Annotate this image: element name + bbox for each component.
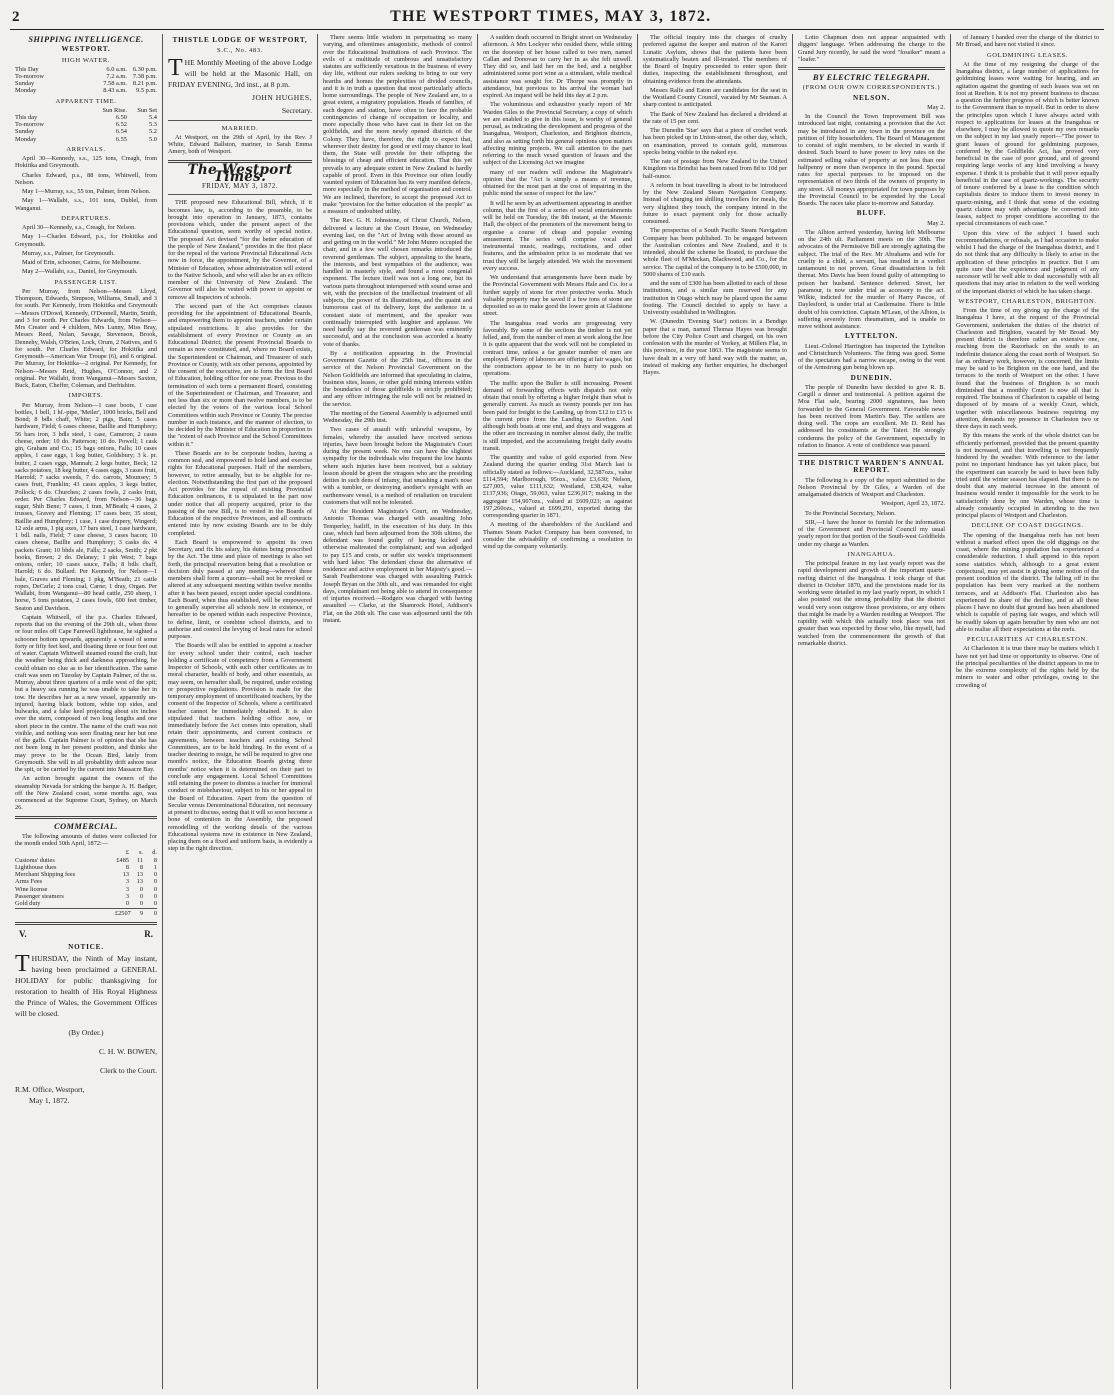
report-heading: THE DISTRICT WARDEN'S ANNUAL REPORT. xyxy=(798,459,945,475)
tide-am: 8.43 a.m. xyxy=(103,87,127,95)
tide-pm: 9.5 p.m. xyxy=(136,87,157,95)
col5-p6: The quantity and value of gold exported from New Zealand during the quarter ending 31st March last is officially stated as follows:—Auckland, 32,587ozs., value £114,594; Marlborough, 95ozs., value £3,630; Nelson, £27,005, value £111,632; Westland, £38,424, value £137,936; Otago, 59,063, value £236,917; making in the aggregate 154,907ozs., valued at £609,023; as against 197,260ozs., valued at £699,291, exported during the corresponding quarter in 1871. xyxy=(483,454,632,519)
column-6 xyxy=(793,34,951,1389)
duty-shillings: 0 xyxy=(139,892,143,900)
column-5 xyxy=(638,34,793,1389)
sun-table xyxy=(15,107,157,143)
duty-label: Wine license xyxy=(15,885,48,893)
col4-p3: By a notification appearing in the Provincial Government Gazette of the 25th inst., officers in the service of the Nelson Provincial Government on the Nelson Goldfields are informed that speculating in claims, business sites, leases, or other gold mining interests within the boundaries of those goldfields is strictly prohibited; and any officer infringing the rule will not be retained in the service. xyxy=(323,349,472,408)
arrivals-list xyxy=(15,155,157,212)
col5-p13: A reform in boat travelling is about to be introduced by the New Zealand Steam Navigation Company. Instead of charging ten shilling travellers for meals, the very slightest they touch, the company intend in the future to exact payment only for those actually consumed. xyxy=(643,181,787,225)
duty-pounds: 8 xyxy=(125,863,129,871)
col6-p1: and the sum of £300 has been allotted to each of those institutions, and a similar sum reserved for any institution in Otago which may be placed upon the same footing. The Council decided to apply to have a University established in Wellington. xyxy=(643,280,787,316)
own-correspondents: (FROM OUR OWN CORRESPONDENTS.) xyxy=(802,84,941,92)
sun-rise: 6.54 xyxy=(115,128,127,136)
col4-p2: The Rev. G. H. Johnstone, of Christ Church, Nelson, delivered a lecture at the Court House, on Wednesday evening last, on the "Art of living with those around us and getting on in the world." Mr John Munro occupied the chair, and in a few well chosen remarks introduced the reverend gentleman. The subject, appealing to the hearts, the interests, and best sympathies of the audience, was handled in masterly style, and found a most congenial exponent. The lecture itself was not a long one, but its various parts throughout interspersed with sound sense and wit, with the precision of the intellectual treatment of all subjects, the power of its illustrations, and the quaint and humorous cast of its delivery, kept the audience in a constant state of merriment, and the speaker was continually interrupted with laughter and applause. We need hardly say the reverend gentleman was eminently successful, and at the conclusion was accorded a hearty vote of thanks. xyxy=(323,217,472,348)
sun-day: This day xyxy=(15,114,38,122)
passenger-list: Per Murray, from Nelson—Messes Lloyd, Thompson, Edwards, Simpson, Williams, Small, and 3 for south. Per Kennedy, from Hokitika and Greymouth—Messrs O'Dowd, Kennedy, O'Donnell, Martin, Smith, and 3 for north. Per Charles Edwards, from Nelson—Mrs Creater and 4 children, Mrs Lunny, Miss Bray, Messrs Reed, Nolan, Savage, Stevenson, Brook, Dennehy, Walsh, O'Brien, Lock, Orum, 2 Natives, and 6 for south. Per Charles Edward, for Hokitika and Greymouth—American War Troupe (6), and 6 original. Per Murray, for Hokitika—2 original. Per Kennedy, for Nelson—Messrs Reid, Hughes, O'Connor, and 2 original. Per Wallabi, from Wanganui—Messrs Saxton, Buck, Eaton, Cheffer, Coleman, and Derbishire. xyxy=(15,287,157,390)
imports-label: IMPORTS. xyxy=(68,392,104,400)
col5-p10: The Bank of New Zealand has declared a dividend at the rate of 15 per cent. xyxy=(643,110,787,125)
lyttelton-text: Lieut.-Colonel Harrington has inspected the Lyttelton and Christchurch Volunteers. The firing was good. Some of the spectators had a narrow escape, owing to the vent of the Armstrong gun being blown up. xyxy=(798,342,945,372)
col7-p3: Upon this view of the subject I based such recommendations, or refusals, as I had occasion to make whilst I had the charge of the Inangahua district, and I do not think that any difficulty is likely to arise in the application of these principles in practice. But I am quite sure that the experience and judgment of any successor will be well able to deal successfully with all questions that may arise in relation to the well working of the important district of which he has taken charge. xyxy=(956,229,1099,295)
sun-rise: 6.52 xyxy=(115,121,127,129)
total-shillings: 9 xyxy=(139,910,143,918)
lodge-initial: T xyxy=(168,54,183,81)
duty-pounds: £485 xyxy=(116,856,129,864)
col5-p2: It will be seen by an advertisement appearing in another column, that the first of a series of social entertainments will be held on Tuesday, the 8th instant, at the Masonic Hall, the object of the promoters of the movement being to organise a course of cheap and popular evening amusement. The series will comprise vocal and instrumental music, readings, recitations, and other features, and the admission price is so moderate that we trust they will be largely attended. We wish the movement every success. xyxy=(483,199,632,272)
sun-rise: 6.50 xyxy=(115,114,127,122)
report-date: Westport, April 23, 1872. xyxy=(881,500,945,508)
high-water-label: HIGH WATER. xyxy=(61,56,111,64)
col5-p11: The Dunedin 'Star' says that a piece of crochet work has been picked up in Union-street, the other day, which, on examination, proved to contain gold, numerous specks being visible to the naked eye. xyxy=(643,127,787,156)
departure-entry: May 2—Wallabi, s.s., Daniel, for Greymouth. xyxy=(22,268,138,276)
col5-p1: many of our readers will endorse the Magistrate's opinion that the "Act is simply a means of revenue, obtained for the most part at the cost of impairing in the public mind the sense of respect for the law." xyxy=(483,168,632,198)
high-water-table xyxy=(15,66,157,95)
arrival-entry: May 1—Wallabi, s.s., 101 tons, Dublel, from Wanganui. xyxy=(15,197,157,212)
duty-shillings: 0 xyxy=(139,900,143,908)
notice-signer: C. H. W. BOWEN, xyxy=(98,1047,157,1057)
holiday-notice xyxy=(15,953,157,1106)
notice-date: May 1, 1872. xyxy=(29,1096,70,1106)
high-water-row xyxy=(15,73,157,80)
arrivals-label: ARRIVALS. xyxy=(66,145,106,153)
tide-day: Monday xyxy=(15,87,37,95)
editorial-p1: THE proposed new Educational Bill, which, if it becomes law, is, according to the preamble, to be brought into operation in January, 1873, contains provisions which, under the present aspect of the Educational question, seem worthy of special notice. The proposed Act devised "for the better education of the people of New Zealand," provides in the first place for the repeal of the various Provincial Educational Acts now in force, the appointment, by the Governor, of a Minister of Education, whose administration will extend to the Native Schools, and who will also be an ex officio member of the University of New Zealand. The Governor will also be vested with power to appoint or remove all Inspectors of schools. xyxy=(168,199,312,301)
duty-label: Arms Fees xyxy=(15,878,43,886)
duty-pence: 0 xyxy=(153,871,157,879)
tide-am: 7.2 a.m. xyxy=(106,72,127,80)
duty-pence: 0 xyxy=(153,878,157,886)
notice-office: R.M. Office, Westport, xyxy=(15,1085,85,1095)
col5-p7: A meeting of the shareholders of the Auckland and Thames Steam Packet Company has been convened, to consider the advisability of confirming a resolution to wind up the company voluntarily. xyxy=(483,521,632,550)
total-pounds: £2507 xyxy=(115,910,131,918)
departure-entry: May 1—Charles Edward, p.s., for Hokitika and Greymouth. xyxy=(15,233,157,248)
col5-p4: The Inangahua road works are progressing very favorably. By some of the sections the timber is not yet felled, and, from the number of men at work along the line it is quite apparent that the work will not be completed in contract time, unless a far greater number of men are employed. Plenty of laborers are offering at fair wages, but the contractors appear to be in no hurry to push on operations. xyxy=(483,319,632,378)
column-4 xyxy=(478,34,638,1389)
duties-table xyxy=(15,849,157,917)
report-intro: The following is a copy of the report submitted to the Nelson Provincial by Dr Giles, a Warden of the amalgamated districts of Westport and Charleston. xyxy=(798,476,945,498)
lodge-notice xyxy=(168,54,312,116)
duty-pounds: 0 xyxy=(125,900,129,908)
gold-leases-heading: GOLDMINING LEASES. xyxy=(986,51,1069,59)
departure-entry: Murray, s.s., Palmer, for Greymouth. xyxy=(22,249,115,257)
duty-row xyxy=(15,893,157,900)
shipping-heading: SHIPPING INTELLIGENCE. xyxy=(28,35,144,44)
notice-royal-cipher xyxy=(19,928,153,939)
duty-label: Passenger steamers xyxy=(15,892,64,900)
report-to: To the Provincial Secretary, Nelson. xyxy=(805,509,896,517)
high-water-row xyxy=(15,87,157,94)
commercial-intro: The following amounts of duties were collected for the month ended 30th April, 1872:— xyxy=(15,832,157,848)
editorial-title: The Westport Times. xyxy=(187,161,293,185)
notice-by-order: (By Order.) xyxy=(68,1028,104,1038)
duty-pence: 0 xyxy=(153,900,157,908)
col5-p8: The official inquiry into the charges of cruelty preferred against the keeper and matron of the Karori Lunatic Asylum, shows that the patients have been systematically beaten and ill-treated. The members of the Board of Inquiry proceeded to enter upon their duties, inspecting the establishment throughout, and obtaining evidence from the attendants. xyxy=(643,34,787,85)
pounds-head: £ xyxy=(125,849,129,857)
bluff-text: The Albion arrived yesterday, having left Melbourne on the 24th ult. Parliament meets on the 30th. The advocates of the Permissive Bill are strongly agitating the subject. The trial of the Rev. Mr Abrahams and wife for cruelty to a child, a servant, has resulted in a verdict tantamount to not proven. Great dissatisfaction is felt thereat. Mrs Davis has been found guilty of attempting to poison her husband. Sentence deferred. Street, her paramour, is now under trial as accessory to the act. Wilkie, indicted for the murder of Harry Pascoe, of Daylesford, is under trial at Castlemaine. There is little doubt of his conviction. Captain M'Lean, of the Albion, is suffering severely from rheumatism, and is unable to move without assistance. xyxy=(798,228,945,330)
sun-day: Sunday xyxy=(15,128,35,136)
duty-pence: 0 xyxy=(153,885,157,893)
lodge-signer: JOHN HUGHES, xyxy=(251,92,312,102)
duty-row xyxy=(15,878,157,885)
col7-p6: The opening of the Inangahua reefs has not been without a marked effect upon the old diggings on the coast, where the mining population has experienced a considerable reduction. I shall append to this report some statistics which, although to a great extent conjectural, may yet assist in giving some notion of the present condition of the district. The falling off in the population has been very marked at the northern terraces, and at Addison's Flat. Charleston also has experienced its share of the decline, and at all these places I have no doubt that ground has been abandoned which is capable of paying fair wages, and which will be readily taken up again hereafter by men who are not able to realise all their expectations at the reefs. xyxy=(956,531,1099,633)
tide-am: 6.0 a.m. xyxy=(106,65,127,73)
married-body: At Westport, on the 29th of April, by the Rev. J White, Edward Ballston, mariner, to Sarah Emma Amery, both of Westport. xyxy=(168,133,312,156)
col7-p1: of January I handed over the charge of the district to Mr Broad, and have not visited it since. xyxy=(956,34,1099,49)
captain-report: Captain Whitwell, of the p.s. Charles Edward, reports that on the evening of the 29th ult., when three or four miles off Cape Farewell lighthouse, he sighted a schooner bottom upwards, apparently a vessel of some forty or fifty feet keel, and floating three or four feet out of water. Captain Whitwell steamed round the craft, but the weather being thick and darkness approaching, he could obtain no clue as to her identification. The same craft was seen on Tuesday by Captain Palmer, of the ss. Murray, about three quarters of a mile west of the spit; but a heavy sea running he was unable to take her in tow. He describes her as a new vessel, apparently un-injured, having black bottom, white top sides, and bulwarks, and a false keel projecting about six inches over the stern, composed of two long lengths and one short piece in the centre. The name of the craft was not visible, and nothing was seen floating near her but one of the gaffs. Captain Palmer is of opinion that she has not been long in her present position, and thinks she may prove to be the Ocean Bird, lately from Greymouth. She will in all probability drift ashore near the spit, or be carried by the current into Massacre Bay. xyxy=(15,613,157,774)
duty-pence: 1 xyxy=(153,863,157,871)
departure-entry: April 30—Kennedy, s.s., Creagh, for Nelson. xyxy=(22,224,136,232)
westport-heading: WESTPORT, CHARLESTON, BRIGHTON. xyxy=(958,297,1097,305)
duty-label: Lighthouse dues xyxy=(15,863,57,871)
arrival-entry: April 30—Kennedy, s.s., 125 tons, Creagh, from Hokitika and Greymouth. xyxy=(15,155,157,170)
duty-pounds: 13 xyxy=(122,871,129,879)
col6-p2: W. (Dunedin 'Evening Star') notices in a Bendigo paper that a man, named Thomas Hayes was brought before the City Police Court and charged, on his own confession with the murder of Yorkey, at Millers Flat, in this province, in the year 1863. The magistrate seems to have dealt in a very off hand way with the matter, as, instead of making any further enquiries, he discharged Hayes. xyxy=(643,318,787,376)
sun-row xyxy=(15,128,157,135)
report-p1: SIR,—I have the honor to furnish for the information of the Government and Provincial Council my usual yearly report for that portion of the South-west Goldfields under my charge as Warden. xyxy=(798,518,945,548)
duty-row xyxy=(15,857,157,864)
duty-row xyxy=(15,871,157,878)
cipher-v: V. xyxy=(19,928,27,939)
page-number: 2 xyxy=(12,9,20,25)
col5-p3: We understand that arrangements have been made by the Provincial Government with Messrs Hale and Co. for a further supply of stone for river protective works. Much valuable property may be saved if a few tons of stone are deposited so as to make good the lower groin at Gladstone street. xyxy=(483,274,632,318)
sun-rise: 6.55 xyxy=(115,135,127,143)
lyttelton-heading: LYTTELTON. xyxy=(844,332,899,341)
col7-p4: From the time of my giving up the charge of the Inangahua I have, at the request of the Provincial Government, undertaken the duties of the district of Charleston and Brighton, vacated by Mr Broad. My present district is therefore rather an extensive one, reaching from the Razorback on the south to an indefinite distance along the coast north of Westport. So far as ordinary work, however, is concerned, the limits may be said to be Brighton on the one hand, and the terraces to the north of Westport on the other. I have found that the business of Brighton is so much diminished that a monthly Court is now all that is required. The business of Charleston is capable of being disposed of by means of a weekly Court, which, together with miscellaneous business requiring my attention, demands my presence in Charleston two or three days in each week. xyxy=(956,307,1099,430)
departure-entry: Maid of Erin, schooner, Cairns, for Melbourne. xyxy=(22,259,142,267)
shillings-head: s. xyxy=(138,849,143,857)
col4-p1: There seems little wisdom in perpetuating so many varying, and oftentimes antagonistic, methods of control over the Educational Institutions of each Province. The evils of a multitude of cumbrous and unsatisfactory statutes are sufficiently vexatious in the business of every day life, without our rulers seeking to bring to our very hearths and homes the perplexities of divided councils, and it is in truth a question that most particularly affects home surroundings. The people of New Zealand are, to a great extent, a migratory population. Heads of families, of each degree and station, have often to face the probable contingencies of change of occupation or locality, and more especially those who have cast in their lot on the goldfields, and the more newly opened districts of the Colony. They have, therefore, the right to expect that, wherever their destiny for good or evil may chance to lead them, the State will provide for their offspring the blessings of cheap and efficient education. That this yet prevails to any adequate extent in New Zealand is hardly capable of proof. Even in this Province our often loudly vaunted system of Education has its very manifest defects, more especially in the method of organisation and control. We are inclined, therefore, to accept the proposed Act to make "provision for the better education of the people" as a measure of undoubted utility. xyxy=(323,34,472,215)
sun-row xyxy=(15,114,157,121)
tide-am: 7.58 a.m. xyxy=(103,80,127,88)
sun-set-head: Sun Set xyxy=(137,106,157,114)
tide-day: To-morrow xyxy=(15,72,45,80)
sun-set: 5.4 xyxy=(149,114,157,122)
decline-heading: DECLINE OF COAST DIGGINGS. xyxy=(971,522,1084,530)
notice-heading: NOTICE. xyxy=(68,942,104,951)
tide-pm: 6.30 p.m. xyxy=(132,65,157,73)
nelson-text: In the Council the Town Improvement Bill was introduced last night, containing a provision that the Act may be introduced in any town in the province on the petition of fifty householders. The Board of Management to consist of eight members, to be elected in wards if desired. Such board to have power to levy rates on the estimated selling value of property at not less than one halfpenny or more than twopence in the pound. Special rates for special purposes to be imposed on the representation of two thirds of the owners of property in any street. All moneys appropriated for town purposes by the Provincial Council to be expended by the Local Boards. The races take place to-morrow and Saturday. xyxy=(798,113,945,207)
departures-list xyxy=(15,224,157,276)
notice-body: HURSDAY, the Ninth of May instant, having been proclaimed a GENERAL HOLIDAY for public thanksgiving for restoration to health of His Royal Highness the Prince of Wales, the Government Offices will be closed. xyxy=(15,954,157,1019)
tide-pm: 8.21 p.m. xyxy=(132,80,157,88)
pence-head: d. xyxy=(152,849,157,857)
column-1 xyxy=(10,34,163,1389)
total-pence: 0 xyxy=(153,910,157,918)
duty-pounds: 3 xyxy=(125,892,129,900)
duty-shillings: 8 xyxy=(139,863,143,871)
duty-pence: 8 xyxy=(153,856,157,864)
nelson-date: May 2. xyxy=(927,103,945,111)
duties-total-row xyxy=(15,908,157,917)
column-7 xyxy=(951,34,1104,1389)
sun-rise-head: Sun Rise. xyxy=(102,106,127,114)
shipping-place: WESTPORT. xyxy=(61,45,111,54)
sun-set: 5.0 xyxy=(149,135,157,143)
sun-row xyxy=(15,136,157,143)
commercial-heading: COMMERCIAL. xyxy=(54,821,118,831)
col5-p9: Messrs Ralfe and Eaton are candidates for the seat in the Westland County Council, vacated by Mr Seaman. A sharp contest is anticipated. xyxy=(643,86,787,109)
report-p2: The principal feature in my last yearly report was the rapid development and growth of the important quartz-reefing district of the Inangahua. I took charge of that district in October 1870, and the provisions made for its working were detailed in my last yearly report, in which I also pointed out the strong probability that the district would very soon outgrow those provisions, or any others that might be made by a Warden residing at Westport. The rapidity with which this actually took place was not greater than was expected by those who, like myself, had watched from the commencement the growth of that remarkable district. xyxy=(798,560,945,647)
duty-shillings: 11 xyxy=(136,856,143,864)
duty-label: Gold duty xyxy=(15,900,41,908)
col4-p4: The meeting of the General Assembly is adjourned until Wednesday, the 29th inst. xyxy=(323,409,472,424)
duty-pounds: 3 xyxy=(125,878,129,886)
masthead-title: THE WESTPORT TIMES, MAY 3, 1872. xyxy=(390,8,712,25)
lodge-number: S.C., No. 483. xyxy=(217,47,263,55)
apparent-time-label: APPARENT TIME. xyxy=(55,97,117,105)
tide-pm: 7.38 p.m. xyxy=(132,72,157,80)
arrival-entry: May 1—Murray, s.s., 55 ton, Palmer, from Nelson. xyxy=(22,188,151,196)
masthead xyxy=(10,8,1104,30)
duty-label: Merchant Shipping fees xyxy=(15,871,76,879)
notice-role: Clerk to the Court. xyxy=(100,1066,157,1076)
sun-set: 5.2 xyxy=(149,128,157,136)
col7-p5: By this means the work of the whole district can be efficiently performed, provided that the present quantity is not increased, and that travelling is not frequently hindered by the weather. With reference to the latter point no important hindrance has yet taken place, but the experiment can scarcely be said to have been fully tried until the winter season has elapsed. But there is no doubt that any material increase in the amount of business would render it impossible for the work to be satisfactorily done by one Warden, whose time is already constantly occupied in attending to the two principal places of Westport and Charleston. xyxy=(956,432,1099,519)
editorial-p2: The second part of the Act comprises clauses providing for the appointment of Educational Boards, and empowering them to appoint teachers, under certain stipulated restrictions. It also provides for the establishment of every Province or County as an Educational District; the present Provincial Boards to remain as now constituted, and, where no Board exists, the Superintendent or Chairman, and Treasurer of such Province or County, with six other persons, appointed by the consent of the executive, are to form the first Board of Education, holding office for one year. Previous to the termination of such term a permanent Board, consisting of the Superintendent or Chairman, and Treasurer, and not less than six or more than twelve members, is to be elected by the voters of the various local School Committees within such Province or County. The precise number in each instance, and the manner of election, to be decided by the Minister of Education in proportion to the "extent of each Province and the School Committees within it." xyxy=(168,302,312,448)
duty-row xyxy=(15,900,157,907)
sun-set: 5.3 xyxy=(149,121,157,129)
nevada-action: An action brought against the owners of the steamship Nevada for sinking the barque A. H. Badger, off the New Zealand coast, some months ago, was commenced at the Supreme Court, Sydney, on March 26. xyxy=(15,775,157,812)
duty-shillings: 13 xyxy=(136,878,143,886)
high-water-row xyxy=(15,80,157,87)
col5-p5: The traffic upon the Buller is still increasing. Present demand of forwarding effects with dispatch not only obtain that result by offering a higher freight than what is generally current. As much as twenty pounds per ton has been paid for freight to the Landing, up from £12 to £15 is the current price from the Landing to Reefton. And although both boats at one end, and drays and waggons at the other are increasing in number almost daily, the traffic is still impeded, and the accumulating freight daily awaits transit. xyxy=(483,379,632,452)
cipher-r: R. xyxy=(144,928,153,939)
sun-row xyxy=(15,121,157,128)
col4-p7: A sudden death occurred in Bright street on Wednesday afternoon. A Mrs Lockyer who resided there, while sitting on the doorstep of her house called to two men, named Callan and Donovan to carry her in as she felt unwell. They did so, and laid her on the bed, and a neighbor administered some port wine as a stimulant, while medical assistance was sought for. Dr Thorpe was promptly in attendance, but previous to his arrival the woman had expired. An inquest will be held this day at 2 p.m. xyxy=(483,34,632,99)
col7-p7: At Charleston it is true there may be matters which I have not yet had time or opportunity to observe. One of the principal peculiarities of the district appears to me to be the extreme complexity of the rights held by the miners to water and other privileges, owing to the crowding of xyxy=(956,645,1099,689)
col5-p14: The prospectus of a South Pacific Steam Navigation Company has been published. To be engaged between the Australian colonies and New Zealand, and it is intended, should the scheme be floated, to purchase the whole fleet of M'Meckan, Blackwood, and Co., for the service. The capital of the company is to be £500,000, in 5000 shares of £10 each. xyxy=(643,227,787,278)
lodge-body: HE Monthly Meeting of the above Lodge will be held at the Masonic Hall, on FRIDAY EVENING, 3rd inst., at 8 p.m. xyxy=(168,57,312,89)
tide-day: This Day xyxy=(15,65,39,73)
lodge-role: Secretary. xyxy=(281,105,312,115)
col6-p3: Lotto Chapman does not appear acquainted with diggers' language. When addressing the charge to the Grand Jury recently, he said the word "fossiker" meant a "loafer." xyxy=(798,34,945,63)
high-water-row xyxy=(15,66,157,73)
duty-pounds: 3 xyxy=(125,885,129,893)
inangahua-heading: INANGAHUA. xyxy=(847,550,896,558)
tide-day: Sunday xyxy=(15,80,35,88)
sun-day: Monday xyxy=(15,135,37,143)
column-3 xyxy=(318,34,478,1389)
passenger-label: PASSENGER LIST. xyxy=(54,278,118,286)
col4-p8: The voluminous and exhaustive yearly report of Mr Warden Giles to the Provincial Secretary, a copy of which we are enabled to give in this issue, is worthy of general perusal, as indicating the development and progress of the Inangahua, Westport, Charleston, and Brighton districts, and also as setting forth his general opinions upon matters affecting mining projects. We call attention to the part referring to the much vexed question of leases and the subject of the Licensing Act we imagine xyxy=(483,101,632,167)
nelson-heading: NELSON. xyxy=(853,93,890,102)
arrival-entry: Charles Edward, p.s., 88 tons, Whitwell, from Nelson. xyxy=(15,171,157,186)
editorial-p3: These Boards are to be corporate bodies, having a common seal, and empowered to hold land and exercise rights for Educational purposes. Half of the members, however, to retire annually, but to be eligible for re-election. Notwithstanding the first part of the proposed Act provides for the repeal of existing Provincial Education ordinances, it is stipulated in the part now under notice that all property acquired, prior to the passing of the new Bill, is to vested in the Boards of Education of the respective Provinces, and all contracts entered into by now existing Boards are to be duly completed. xyxy=(168,449,312,537)
col4-p6: At the Resident Magistrate's Court, on Wednesday, Antonio Thomas was charged with assaulting John Temperley, bailiff, in the execution of his duty. In this case, which had been adjourned from the 30th ultimo, the defendant was found guilty of having kicked and otherwise maltreated the complainant; and was adjudged to pay £15 and costs, or suffer six week's imprisonment with hard labor. The defendant chose the alternative of residence and active employment in her Majesty's good.—Sarah Featherstone was charged with assaulting Patrick Joseph Bryan on the 30th ult., and was remanded for eight days, complainant not being able to attend in consequence of injuries received.—Rodgers was charged with having assaulted — Clarke, at the Shamrock Hotel, Addison's Flat, on the 26th ult. The case was adjourned until the 6th instant. xyxy=(323,508,472,624)
col7-p2: At the time of my resigning the charge of the Inangahua district, a large number of applications for goldmining leases were waiting for hearing, and an agitation against the granting of such leases was set on foot at Reefton. It is not my present business to discuss a question the further progress of which is better known to the Government than to myself. But in order to show the principles upon which I have always acted with respect to applications for leases at the Inangahua or elsewhere, I may be allowed to quote my own remarks on the subject in my last yearly report—"The power to grant leases of ground for goldmining purposes, conferred by the Goldfields Act, has proved very beneficial in the case of poor ground, and of ground requiring large works of any kind involving a heavy expense. I think it is probable that it will prove equally beneficial in the case of quartz-workings. The security of tenure conferred by a lease is the condition which capitalists desire to induce them to invest money in quartz-mining, and I think that some of the existing quartz claims may with advantage be converted into leases, subject to proper conditions according to the special circumstances of each case." xyxy=(956,60,1099,228)
col5-p12: The rate of postage from New Zealand to the United Kingdom via Brindisi has been raised from 8d to 10d per half-ounce. xyxy=(643,158,787,180)
imports-list: Per Murray, from Nelson—1 case boots, 1 case bottles, 1 bell, 1 hf.-pipe, 'Meiler', 1000 bricks, Bell and Bond; 8 bdls chaff, White; 2 pigs, Bain; 5 cases hardware, Field; 6 cases cheese, Baillie and Humphrey; 56 bars iron, 3 bdls steel, 1 case, Cameron; 2 cases cheese, order; 10 do. Patterson; 10 do. Powell; 1 cask gin, Graham and Co.; 15 bags onions, Falls; 10 cases apples, 1 case eggs, 1 keg butter, Goldsbury; 3 k. pr. butter, 2 cases eggs, Mannah; 2 kegs butter, Beck; 12 sacks potatoes, 18 keg butter, 4 cases eggs, 3 cases fruit, Harrold; 7 sacks sweeds, 7 do. carrots, Mounsey; 5 cases fruit, Franklin; 43 cases apples, 3 kegs butter, Pollock; 6 do. Churches; 2 cases fowls, 2 casks fruit, order. Per Charles Edward, from Nelson—36 bags sugar, Shih Bene; 7 cases, 1 tran, M'Beath; 4 cases, 2 trusses, Gravey and Fleming; 17 cases beer, 35 stout, Baillie and Humphrey; 1 case, 1 case drapery, Wingerd; 12 axle arms, 1 pig axes, 17 bars steel, 1 case hardware, 1 bdl. nails, Field; 7 case cheese, 3 cases bacon; 10 cases cheese, Baillie and Humphrey; 3 casks do. 4 packets Grant; 10 bhds ale, Falls; 2 sacks, Smith; 2 pkt books, Brown; 2 do. Delaney; 1 pkt West; 7 bags onions, order; 10 cases sauce, Falls; 8 bdls chaff, Harold; 6 do. Bullard. Per Kennedy, for Nelson—1 bale, Graves and Fleming; 1 pkg, M'Beath; 21 cattle ropes, DeCarle; 2 tons coal, Carne; 1 dray, Organ. Per Wallabi, from Wanganui—80 head cattle, 250 sheep, 1 horse, 5 tons potatoes, 2 cases fowls, 600 feet timber, Seaton and Davidson. xyxy=(15,401,157,612)
bluff-date: May 2. xyxy=(927,219,945,227)
telegraph-heading: BY ELECTRIC TELEGRAPH. xyxy=(812,73,931,82)
duty-row xyxy=(15,886,157,893)
editorial-date: FRIDAY, MAY 3, 1872. xyxy=(202,183,278,190)
duty-label: Customs' duties xyxy=(15,856,55,864)
column-2 xyxy=(163,34,318,1389)
sun-day: To-morrow xyxy=(15,121,45,129)
duty-shillings: 0 xyxy=(139,885,143,893)
departures-label: DEPARTURES. xyxy=(61,214,111,222)
bluff-heading: BLUFF. xyxy=(856,209,887,218)
editorial-p4: Each Board is empowered to appoint its own Secretary, and fix his salary, his duties being prescribed by the Act. The time and place of meetings is also set forth, the principal reservation being that a resolution or decision duly passed at any meeting—whereof three members shall form a quorum—shall not be revoked or altered at any subsequent meeting within twelve months after it has been passed, except under special conditions. Each Board, when thus established, will be empowered to generally supervise all schools now in existence, or hereafter to be opened within each respective Province, to define, limit, or combine school districts, and to authorise and control the levying of local rates for school purposes. xyxy=(168,538,312,640)
editorial-p5: The Boards will also be entitled to appoint a teacher for every school under their control, each teacher holding a certificate of competency from a Government Inspector of Schools, with such other certificates as to moral character, health of body, and other essentials, as may seem, on hereafter shall, be required, under existing or prospective regulations. Provision is made for the temporary employment of uncertificated teachers, by the consent of the Inspector of Schools, where a certificated teacher cannot be immediately obtained. It is also stipulated that teachers holding office now, or immediately before the Act comes into operation, shall retain their appointments, and current contracts or agreements, between teachers and existing School Committees, are to be held binding. In the event of a teacher desiring to resign, he will be required to give one month's notice, the Education Boards giving three months' notice when it is determined on their part to conclude any engagement. Local School Committees still retaining the power to dismiss a teacher for immoral conduct or misbehaviour, subject to his or her appeal to the Board of Education. Apart from the question of Secular versus Denominational Education, not necessary at present to discuss, seeing that it will so soon become a bone of contention in the Assembly, the proposed remodelling of the working details of the various Educational systems now in existence in New Zealand, placing them on a fixed and uniform basis, is evidently a step in the right direction. xyxy=(168,642,312,853)
married-heading: MARRIED. xyxy=(221,124,259,132)
dunedin-heading: DUNEDIN. xyxy=(850,373,893,382)
duty-shillings: 13 xyxy=(136,871,143,879)
dunedin-text: The people of Dunedin have decided to give R. B. Cargill a dinner and testimonial. A petition against the Moa Flat sale, bearing 2000 signatures, has been forwarded to the General Government. Favorable news has been received from Martin's Bay. The settlers are doing well. The crops are excellent. Mr D. Reid has addressed his constituents at the Taieri. He strongly condemns the policy of the Government, especially in relation to finance. A vote of confidence was passed. xyxy=(798,383,945,449)
duty-pence: 0 xyxy=(153,892,157,900)
notice-initial: T xyxy=(15,951,30,978)
lodge-heading: THISTLE LODGE OF WESTPORT, xyxy=(172,36,308,44)
duty-row xyxy=(15,864,157,871)
peculiar-heading: PECULIARITIES AT CHARLESTON. xyxy=(966,636,1089,643)
col4-p5: Two cases of assault with unlawful weapons, by females, whereby the assailed have received serious injuries, have been brought before the Magistrate's Court during the present week. No one can have the slightest sympathy for the individuals who frequent the low haunts where such injuries have been received, but a salutary lesson should be given the viragoes who are the presiding deities in such dens of infamy, that smashing a man's nose with a tumbler, or destroying another's eyesight with an earthenware vessel, is a method of retaliation on truculent customers that will not be tolerated. xyxy=(323,426,472,506)
